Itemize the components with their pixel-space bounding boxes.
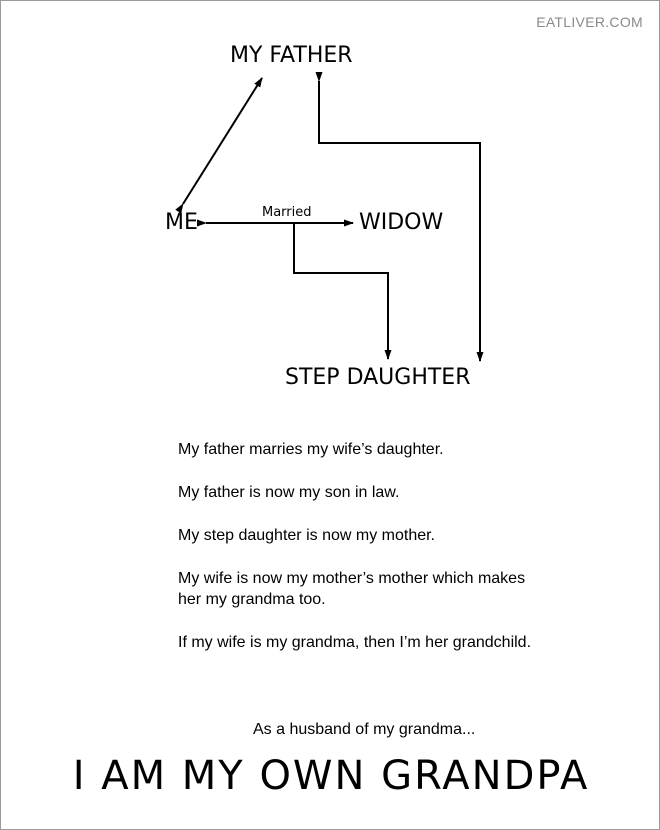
watermark: EATLIVER.COM [536, 14, 643, 30]
statement: If my wife is my grandma, then I’m her grandchild. [178, 634, 532, 651]
married-label: Married [262, 205, 312, 220]
statement: My wife is now my mother’s mother which makes her my grandma too. [178, 570, 526, 608]
node-widow: WIDOW [359, 210, 444, 235]
node-my-father: MY FATHER [230, 43, 353, 68]
statements [178, 439, 538, 675]
intro-line: As a husband of my grandma... [253, 721, 476, 738]
arrow-to-step-daughter [294, 223, 388, 359]
statement: My father is now my son in law. [178, 484, 400, 501]
statement: My father marries my wife’s daughter. [178, 441, 444, 458]
node-me: ME [165, 210, 198, 235]
statement: My step daughter is now my mother. [178, 527, 435, 544]
arrow-me-father [183, 78, 262, 204]
punchline: I AM MY OWN GRANDPA [72, 753, 590, 799]
node-step-daughter: STEP DAUGHTER [285, 365, 471, 390]
